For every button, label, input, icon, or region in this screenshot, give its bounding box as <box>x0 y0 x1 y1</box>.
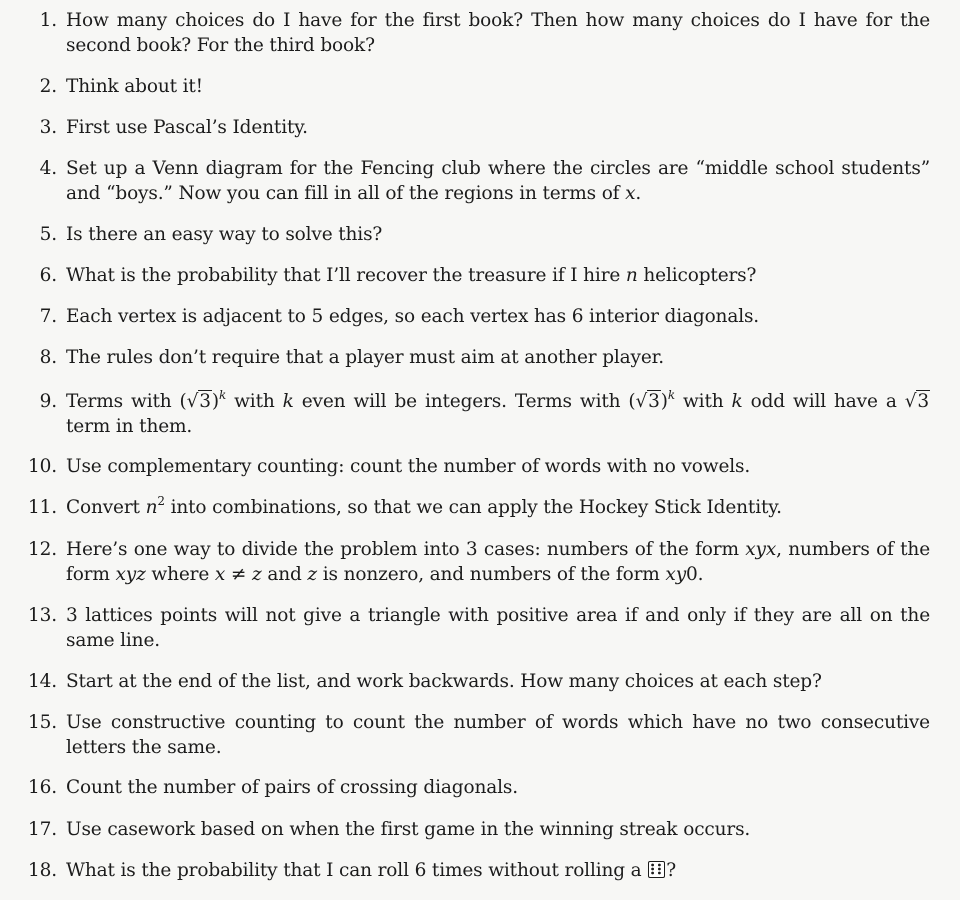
sqrt-expression: √3 <box>904 391 929 412</box>
hint-text: Here’s one way to divide the problem into 3 cases: numbers of the form xyx, numbers of the form xyz where x ≠ z and z is nonzero, and numbers of the form xy0. <box>66 539 930 585</box>
hint-number: 8. <box>39 347 57 368</box>
hint-item-11 <box>0 495 930 520</box>
hint-number: 6. <box>39 265 57 286</box>
math-variable: n <box>625 265 638 286</box>
hint-text: What is the probability that I can roll 6 times without rolling a ? <box>66 860 677 881</box>
hint-item-5 <box>0 222 930 247</box>
hint-text: Use constructive counting to count the number of words which have no two consecutive letters the same. <box>66 712 930 758</box>
hint-item-13 <box>0 603 930 653</box>
hint-number: 4. <box>39 158 57 179</box>
hint-item-16 <box>0 775 930 800</box>
hint-number: 3. <box>39 117 57 138</box>
hint-item-7 <box>0 304 930 329</box>
hint-number: 12. <box>28 539 57 560</box>
hint-text: First use Pascal’s Identity. <box>66 117 308 138</box>
hint-number: 10. <box>28 456 57 477</box>
hint-number: 16. <box>28 777 57 798</box>
hint-text: Each vertex is adjacent to 5 edges, so each vertex has 6 interior diagonals. <box>66 306 760 327</box>
hint-text: Count the number of pairs of crossing diagonals. <box>66 777 518 798</box>
hint-number: 1. <box>39 10 57 31</box>
hint-text: Terms with $(√3)^k$ with k even will be integers. Terms with $(√3)^k$ with k odd will have a √3 term in them. <box>66 387 929 437</box>
hint-number: 5. <box>39 224 57 245</box>
hint-number: 15. <box>28 712 57 733</box>
hint-item-18 <box>0 858 930 883</box>
hint-number: 11. <box>28 497 57 518</box>
hint-text: The rules don’t require that a player must aim at another player. <box>66 347 665 368</box>
hint-number: 17. <box>28 819 57 840</box>
hint-text: Convert $n^2$ into combinations, so that we can apply the Hockey Stick Identity. <box>66 493 782 518</box>
hint-text: Is there an easy way to solve this? <box>66 224 383 245</box>
hint-item-4 <box>0 156 930 206</box>
hint-text: Set up a Venn diagram for the Fencing club where the circles are “middle school students” and “boys.” Now you can fill in all of the regions in terms of x. <box>66 158 930 204</box>
hint-item-12 <box>0 537 930 587</box>
hint-text: Use casework based on when the first game in the winning streak occurs. <box>66 819 751 840</box>
die-six-icon <box>648 861 665 878</box>
hint-number: 9. <box>39 391 57 412</box>
hint-item-1 <box>0 8 930 58</box>
hint-item-10 <box>0 454 930 479</box>
hint-item-14 <box>0 669 930 694</box>
hint-item-6 <box>0 263 930 288</box>
hint-text: Start at the end of the list, and work backwards. How many choices at each step? <box>66 671 822 692</box>
hint-text: 3 lattices points will not give a triangle with positive area if and only if they are all on the same line. <box>66 605 930 651</box>
hint-item-3 <box>0 115 930 140</box>
hint-number: 13. <box>28 605 57 626</box>
hint-text: Think about it! <box>66 76 203 97</box>
hint-number: 2. <box>39 76 57 97</box>
hint-text: What is the probability that I’ll recover the treasure if I hire n helicopters? <box>66 265 757 286</box>
hint-item-2 <box>0 74 930 99</box>
hint-item-9 <box>0 389 930 439</box>
math-variable: x <box>625 183 636 204</box>
hint-item-17 <box>0 817 930 842</box>
hint-number: 18. <box>28 860 57 881</box>
hint-text: Use complementary counting: count the number of words with no vowels. <box>66 456 751 477</box>
hint-number: 14. <box>28 671 57 692</box>
hint-item-8 <box>0 345 930 370</box>
hint-text: How many choices do I have for the first book? Then how many choices do I have for the second book? For the third book? <box>66 10 930 56</box>
hint-number: 7. <box>39 306 57 327</box>
sqrt-expression: √3 <box>186 391 211 412</box>
hint-item-15 <box>0 710 930 760</box>
sqrt-expression: √3 <box>635 391 660 412</box>
